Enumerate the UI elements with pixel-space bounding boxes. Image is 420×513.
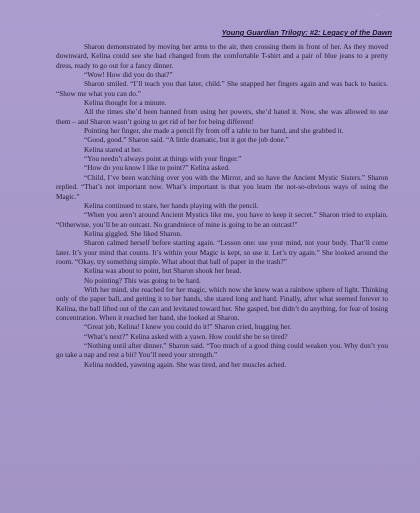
paragraph: Sharon smiled. “I’ll teach you that later, child.” She snapped her fingers again and was back to basics. “Show me what you can do.” [56,80,388,98]
paragraph: With her mind, she reached for her magic, which now she knew was a rainbow sphere of light. Thinking only of the paper ball, and getting it to her hands, she stared long and hard. Finally, after what seemed forever to Kelina, the ball lifted out of the can and levitated toward her. She gasped, but didn’t do anything, for fear of losing concentration. When it reached her hand, she looked at Sharon. [56,285,388,322]
paragraph: “How do you know I like to point?” Kelina asked. [84,164,230,173]
paragraph: “Wow! How did you do that?” [84,71,173,80]
paragraph: “When you aren’t around Ancient Mystics like me, you have to keep it secret.” Sharon tried to explain. “Otherwise, you’ll be an outcast. No grandniece of mine is going to be an outcast!” [56,211,388,229]
paragraph: No pointing? This was going to be hard. [84,276,201,285]
paragraph: “Nothing until after dinner.” Sharon said. “Too much of a good thing could weaken you. Why don’t you go take a nap and rest a bit? You’ll need your strength.” [56,342,388,360]
paragraph: Kelina stared at her. [84,145,142,154]
paragraph: Pointing her finger, she made a pencil fly from off a table to her hand, and she grabbed it. [84,127,344,136]
paragraph: Kelina continued to stare, her hands playing with the pencil. [84,201,259,210]
paragraph: Kelina thought for a minute. [84,99,167,108]
paragraph: Sharon calmed herself before starting again. “Lesson one: use your mind, not your body. That’ll come later. It’s your mind that counts. It’s within your Magic is kept, so use it. Let’s try again.” She looked around the room. “Okay, try something simple. What about that ball of paper in the trash?” [56,239,388,266]
paragraph: “You needn’t always point at things with your finger.” [84,155,242,164]
page-mark: ~ [374,13,378,19]
paragraph: “Good, good.” Sharon said. “A little dramatic, but it got the job done.” [84,136,289,145]
paragraph: Sharon demonstrated by moving her arms to the air, then crossing them in front of her. As they moved downward, Kelina could see she had changed from the comfortable T-shirt and a pair of blue jeans to a pretty dress, ready to go out for a fancy dinner. [56,43,388,70]
paragraph: “Child, I’ve been watching over you with the Mirror, and so have the Ancient Mystic Sisters.” Sharon replied. “That’s not important now. What’s important is that you learn the not-so-obvious ways of using the Magic.” [56,173,388,201]
running-header-title: Young Guardian Trilogy: #2: Legacy of the Dawn [221,28,392,37]
chapter-body-text [56,43,388,370]
paragraph: Kelina nodded, yawning again. She was tired, and her muscles ached. [84,360,287,369]
paragraph: All the times she’d been banned from using her powers, she’d hated it. Now, she was allowed to use them – and Sharon wasn’t going to get rid of her for being different! [56,108,388,126]
paragraph: “Great job, Kelina! I knew you could do it!” Sharon cried, hugging her. [84,323,292,332]
paragraph: Kelina was about to point, but Sharon shook her head. [84,267,242,276]
paragraph: Kelina giggled. She liked Sharon. [84,229,182,238]
paragraph: “What’s next?” Kelina asked with a yawn. How could she be so tired? [84,332,288,341]
